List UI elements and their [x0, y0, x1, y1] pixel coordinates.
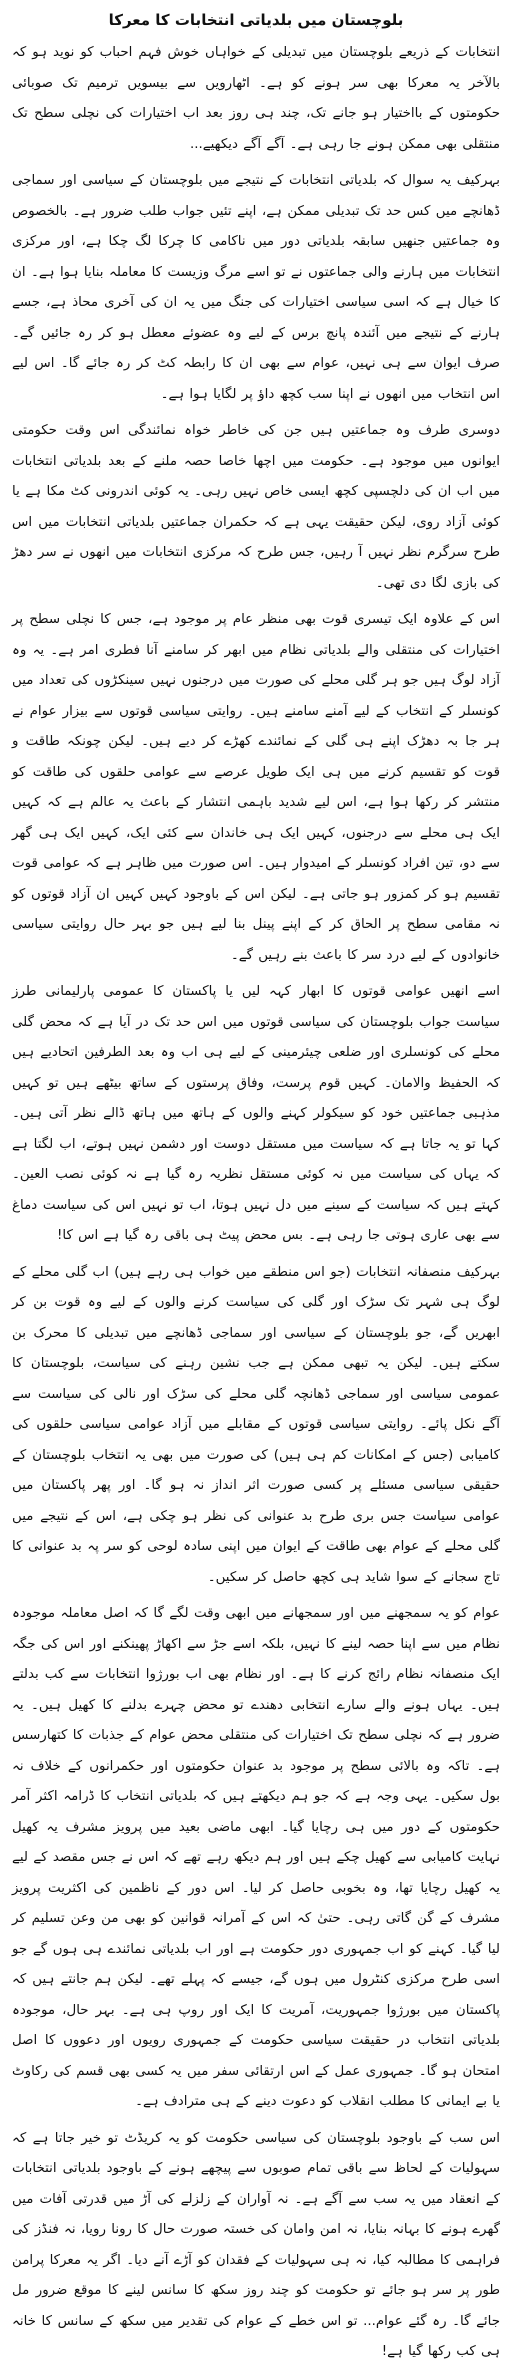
article-paragraph: اسے انھیں عوامی قوتوں کا ابھار کہہ لیں یا پاکستان کا عمومی پارلیمانی طرز سیاست جواب بلوچستان کی سیاسی قوتوں میں اس حد تک در آیا ہے کہ محض گلی محلے کی کونسلری اور ضلعی چیئرمینی کے لیے ہی اب وہ بعد الطرفین اتحادیے ہیں کہ الحفیظ والامان۔ کہیں قوم پرست، وفاق پرستوں کے ساتھ بیٹھے ہیں تو کہیں مذہبی جماعتیں خود کو سیکولر کہنے والوں کے ہاتھ میں ہاتھ ڈالے نظر آتی ہیں۔ کہا تو یہ جاتا ہے کہ سیاست میں مستقل دوست اور دشمن نہیں ہوتے، اب لگتا ہے کہ یہاں کی سیاست میں نہ کوئی مستقل نظریہ رہ گیا ہے نہ کوئی نصب العین۔ کہتے ہیں کہ سیاست کے سینے میں دل نہیں ہوتا، اب تو نہیں اس کی سیاست دماغ سے بھی عاری ہوتی جا رہی ہے۔ بس محض پیٹ ہی باقی رہ گیا ہے اس کا!: [12, 984, 500, 1243]
article-title: بلوچستان میں بلدیاتی انتخابات کا معرکا: [108, 11, 404, 29]
article-paragraph: اس کے علاوہ ایک تیسری قوت بھی منظر عام پر موجود ہے، جس کا نچلی سطح پر اختیارات کی منتقلی والے بلدیاتی نظام میں ابھر کر سامنے آنا فطری امر ہے۔ یہ وہ آزاد لوگ ہیں جو ہر گلی محلے کی صورت میں درجنوں نہیں سینکڑوں کی تعداد میں کونسلر کے انتخاب کے لیے آمنے سامنے ہیں۔ روایتی سیاسی قوتوں سے بیزار عوام نے ہر جا بہ دھڑک اپنے ہی گلی کے نمائندے کھڑے کر دیے ہیں۔ لیکن چونکہ طاقت و قوت کو تقسیم کرنے میں ہی ایک طویل عرصے سے عوامی حلقوں کی طاقت کو منتشر کر رکھا ہوا ہے، اس لیے شدید باہمی انتشار کے باعث یہ عالم ہے کہ کہیں ایک ہی محلے سے درجنوں، کہیں ایک ہی خاندان سے کئی ایک، کہیں ایک ہی گھر سے دو، تین افراد کونسلر کے امیدوار ہیں۔ اس صورت میں ظاہر ہے کہ عوامی قوت تقسیم ہو کر کمزور ہو جاتی ہے۔ لیکن اس کے باوجود کہیں کہیں ان آزاد قوتوں کو نہ مقامی سطح پر الحاق کر کے اپنے پینل بنا لیے ہیں جو بہر حال روایتی سیاسی خانوادوں کے لیے درد سر کا باعث بنے رہیں گے۔: [12, 612, 500, 963]
article-paragraph: عوام کو یہ سمجھنے میں اور سمجھانے میں ابھی وقت لگے گا کہ اصل معاملہ موجودہ نظام میں سے اپنا حصہ لینے کا نہیں، بلکہ اسے جڑ سے اکھاڑ پھینکنے اور اس کی جگہ ایک منصفانہ نظام رائج کرنے کا ہے۔ اور نظام بھی اب بورژوا انتخابات سے کب بدلتے ہیں۔ یہاں ہونے والے سارے انتخابی دھندے تو محض چہرے بدلنے کا کھیل ہیں۔ یہ ضرور ہے کہ نچلی سطح تک اختیارات کی منتقلی محض عوام کے جذبات کا کتھارسس ہے۔ تاکہ وہ بالائی سطح پر موجود بد عنوان حکومتوں اور حکمرانوں کے خلاف نہ بول سکیں۔ یہی وجہ ہے کہ جو ہم دیکھتے ہیں کہ بلدیاتی انتخاب کا ڈرامہ اکثر آمر حکومتوں کے دور میں ہی رچایا گیا۔ ابھی ماضی بعید میں پرویز مشرف یہ کھیل نہایت کامیابی سے کھیل چکے ہیں اور ہم دیکھ رہے تھے کہ اس نے جس مقصد کے لیے یہ کھیل رچایا تھا، وہ بخوبی حاصل کر لیا۔ اس دور کے ناظمین کی اکثریت پرویز مشرف کے گن گاتی رہی۔ حتیٰ کہ اس کے آمرانہ قوانین کو بھی من وعن تسلیم کر لیا گیا۔ کہنے کو اب جمہوری دور حکومت ہے اور اب بلدیاتی نمائندے ہی ہوں گے جو اسی طرح مرکزی کنٹرول میں ہوں گے، جیسے کہ پہلے تھے۔ لیکن ہم جانتے ہیں کہ پاکستان میں بورژوا جمہوریت، آمریت کا ایک اور روپ ہی ہے۔ بہر حال، موجودہ بلدیاتی انتخاب در حقیقت سیاسی حکومت کے جمہوری رویوں اور دعووں کا اصل امتحان ہو گا۔ جمہوری عمل کے اس ارتقائی سفر میں یہ کسی بھی قسم کی رکاوٹ یا بے ایمانی کا مطلب انقلاب کو دعوت دینے کے ہی مترادف ہے۔: [12, 1606, 500, 2109]
article-paragraph: بہرکیف یہ سوال کہ بلدیاتی انتخابات کے نتیجے میں بلوچستان کے سیاسی اور سماجی ڈھانچے میں کس حد تک تبدیلی ممکن ہے، اپنے تئیں جواب طلب ضرور ہے۔ بالخصوص وہ جماعتیں جنھیں سابقہ بلدیاتی دور میں ناکامی کا چرکا لگ چکا ہے، اور مرکزی انتخابات میں ہارنے والی جماعتوں نے تو اسے مرگ وزیست کا معاملہ بنایا ہوا ہے۔ ان کا خیال ہے کہ اسی سیاسی اختیارات کی جنگ میں یہ ان کی آخری محاذ ہے، جسے ہارنے کے نتیجے میں آئندہ پانچ برس کے لیے وہ عضوئے معطل ہو کر رہ جائیں گے۔ صرف ایوان سے ہی نہیں، عوام سے بھی ان کا رابطہ کٹ کر رہ جائے گا۔ اس لیے اس انتخاب میں انھوں نے اپنا سب کچھ داؤ پر لگایا ہوا ہے۔: [12, 173, 500, 402]
article-paragraph: بہرکیف منصفانہ انتخابات (جو اس منطقے میں خواب ہی رہے ہیں) اب گلی محلے کے لوگ ہی شہر تک سڑک اور گلی کی سیاست کرنے والوں کے لیے وہ قوت بن کر ابھریں گے، جو بلوچستان کے سیاسی اور سماجی ڈھانچے میں تبدیلی کا محرک بن سکتے ہیں۔ لیکن یہ تبھی ممکن ہے جب نشین رہنے کی سیاست، بلوچستان کا عمومی سیاسی اور سماجی ڈھانچہ گلی محلے کی سڑک اور نالی کی سیاست سے آگے نکل پائے۔ روایتی سیاسی قوتوں کے مقابلے میں آزاد عوامی سیاسی حلقوں کی کامیابی (جس کے امکانات کم ہی ہیں) کی صورت میں بھی یہ انتخاب بلوچستان کے حقیقی سیاسی مسئلے پر کسی صورت اثر انداز نہ ہو گا۔ اور پھر پاکستان میں عوامی سیاست جس بری طرح بد عنوانی کی نظر ہو چکی ہے، اس کے نتیجے میں گلی محلے کے عوام بھی طاقت کے ایوان میں اپنی سادہ لوحی کو سر پہ بد عنوانی کا تاج سجانے کے سوا شاید ہی کچھ حاصل کر سکیں۔: [12, 1264, 500, 1585]
article-paragraph: اس سب کے باوجود بلوچستان کی سیاسی حکومت کو یہ کریڈٹ تو خیر جاتا ہے کہ سہولیات کے لحاظ سے باقی تمام صوبوں سے پیچھے ہونے کے باوجود بلدیاتی انتخابات کے انعقاد میں یہ سب سے آگے ہے۔ نہ آواران کے زلزلے کی آڑ میں قدرتی آفات میں گھرے ہونے کا بہانہ بنایا، نہ امن وامان کی خستہ صورت حال کا رونا رویا، نہ فنڈز کی فراہمی کا مطالبہ کیا، نہ ہی سہولیات کے فقدان کو آڑے آنے دیا۔ اگر یہ معرکا پرامن طور پر سر ہو جائے تو حکومت کو چند روز سکھ کا سانس لینے کا موقع ضرور مل جائے گا۔ رہ گئے عوام... تو اس خطے کے عوام کی تقدیر میں سکھ کے سانس کا خانہ ہی کب رکھا گیا ہے!: [12, 2130, 500, 2359]
article-paragraph: دوسری طرف وہ جماعتیں ہیں جن کی خاطر خواہ نمائندگی اس وقت حکومتی ایوانوں میں موجود ہے۔ حکومت میں اچھا خاصا حصہ ملنے کے بعد بلدیاتی انتخابات میں اب ان کی دلچسپی کچھ ایسی خاص نہیں رہی۔ یہ کوئی اندرونی کٹ مکا ہے یا کوئی آزاد روی، لیکن حقیقت یہی ہے کہ حکمران جماعتیں بلدیاتی انتخابات میں اس طرح سرگرم نظر نہیں آ رہیں، جس طرح کہ مرکزی انتخابات میں انھوں نے سر دھڑ کی بازی لگا دی تھی۔: [12, 423, 500, 591]
article-paragraph: انتخابات کے ذریعے بلوچستان میں تبدیلی کے خواہاں خوش فہم احباب کو نوید ہو کہ بالآخر یہ معرکا بھی سر ہونے کو ہے۔ اٹھارویں سے بیسویں ترمیم تک صوبائی حکومتوں کے بااختیار ہو جانے تک، چند ہی روز بعد اب اختیارات کی نچلی سطح تک منتقلی بھی ممکن ہونے جا رہی ہے۔ آگے آگے دیکھیے...: [12, 45, 500, 152]
